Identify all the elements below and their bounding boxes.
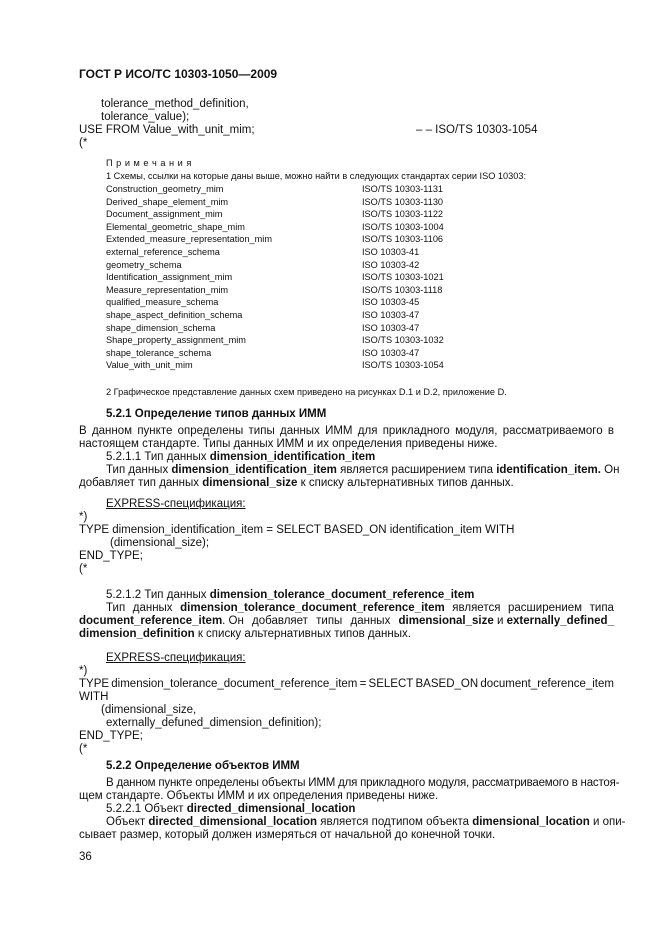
schema-name: geometry_schema [106, 259, 182, 270]
code-line: END_TYPE; [79, 730, 143, 742]
subsection-number: 5.2.2.1 Объект [106, 803, 187, 815]
code-token: BASED_ON [415, 678, 479, 690]
code-line: tolerance_method_definition, [101, 98, 249, 110]
text-run: к списку альтернативных типов данных. [194, 628, 411, 640]
entity-name: directed_dimensional_location [186, 803, 356, 815]
paragraph-line [106, 601, 614, 615]
code-line: WITH [79, 691, 109, 703]
schema-row [106, 196, 586, 209]
code-line: tolerance_value); [101, 111, 190, 123]
schema-name: Extended_measure_representation_mim [106, 234, 272, 245]
paragraph-line: настоящем стандарте. Типы данных ИММ и их определения приведены ниже. [79, 438, 498, 450]
type-name: dimensional_size [202, 477, 298, 489]
code-line: USE FROM Value_with_unit_mim; [79, 124, 255, 136]
schema-standard: ISO/TS 10303-1106 [362, 234, 444, 245]
code-line: END_TYPE; [79, 550, 143, 562]
text-run: и опи- [589, 816, 626, 828]
type-name: dimension_tolerance_document_reference_item [209, 589, 475, 601]
schema-name: Value_with_unit_mim [106, 360, 193, 371]
schema-row [106, 208, 586, 221]
schema-name: Identification_assignment_mim [106, 272, 233, 283]
code-token: TYPE [79, 678, 110, 690]
entity-name: dimensional_location [472, 816, 590, 828]
code-line: *) [79, 665, 88, 677]
schema-standard: ISO 10303-45 [362, 297, 420, 308]
text-run: Тип данных [106, 464, 172, 476]
code-line: *) [79, 511, 88, 523]
schema-name: qualified_measure_schema [106, 297, 219, 308]
paragraph-line [106, 463, 620, 477]
schema-standard: ISO/TS 10303-1130 [362, 196, 444, 207]
subsection-number: 5.2.1.1 Тип данных [106, 451, 210, 463]
paragraph-line [79, 476, 514, 490]
text-run: добавляет [252, 615, 308, 627]
entity-name: directed_dimensional_location [148, 816, 318, 828]
code-comment: – – ISO/TS 10303-1054 [416, 124, 538, 136]
text-run: добавляет тип данных [79, 477, 203, 489]
schema-name: Shape_property_assignment_mim [106, 335, 246, 346]
type-name: dimension_definition [79, 628, 195, 640]
type-name: externally_defined_ [506, 615, 614, 627]
text-run: является [452, 602, 501, 614]
schema-name: shape_dimension_schema [106, 322, 216, 333]
schema-row [106, 221, 586, 234]
schema-standard: ISO 10303-47 [362, 347, 420, 358]
express-spec-link[interactable]: EXPRESS-спецификация: [106, 498, 246, 510]
text-group [79, 614, 244, 628]
code-token: dimension_tolerance_document_reference_item [111, 678, 358, 690]
schema-name: shape_aspect_definition_schema [106, 309, 243, 320]
note-2: 2 Графическое представление данных схем приведено на рисунках D.1 и D.2, приложение D. [106, 387, 507, 397]
code-line: TYPE dimension_identification_item = SELECT BASED_ON identification_item WITH [79, 524, 515, 536]
schema-standard: ISO 10303-41 [362, 246, 420, 257]
schema-name: shape_tolerance_schema [106, 347, 212, 358]
schema-row [106, 322, 586, 335]
notes-title: П р и м е ч а н и я [106, 158, 192, 168]
paragraph-line [79, 614, 614, 628]
schema-standard: ISO/TS 10303-1032 [362, 335, 444, 346]
schema-standard: ISO 10303-42 [362, 259, 420, 270]
schema-row [106, 347, 586, 360]
express-spec-link[interactable]: EXPRESS-спецификация: [106, 652, 246, 664]
text-run: Объект [106, 816, 149, 828]
paragraph-line: В данном пункте определены типы данных ИММ для прикладного модуля, рассматриваемого в [79, 425, 614, 437]
text-run: . Он [222, 615, 244, 627]
note-1: 1 Схемы, ссылки на которые даны выше, можно найти в следующих стандартах серии ISO 10303: [106, 171, 527, 181]
schema-row [106, 359, 586, 372]
schema-name: Derived_shape_element_mim [106, 196, 229, 207]
section-heading: 5.2.2 Определение объектов ИММ [106, 760, 300, 772]
schema-standard: ISO/TS 10303-1131 [362, 184, 444, 194]
subsection-heading [106, 588, 474, 602]
text-group [399, 614, 614, 628]
schema-standard: ISO 10303-47 [362, 309, 420, 320]
page-number: 36 [79, 851, 92, 863]
schema-name: Construction_geometry_mim [106, 184, 224, 194]
text-run: является расширением типа [336, 464, 497, 476]
subsection-heading [106, 450, 375, 464]
code-token: SELECT [368, 678, 414, 690]
schema-row [106, 259, 586, 272]
paragraph-line [106, 815, 626, 829]
text-run: к списку альтернативных типов данных. [297, 477, 514, 489]
schema-standard: ISO/TS 10303-1021 [362, 272, 444, 283]
paragraph-line [79, 627, 411, 641]
code-line: externally_defuned_dimension_definition); [106, 717, 322, 729]
text-run: является подтипом объекта [317, 816, 473, 828]
code-line [79, 677, 614, 691]
text-run: типы [316, 615, 343, 627]
schema-row [106, 334, 586, 347]
code-line: (* [79, 137, 88, 149]
type-name: document_reference_item [79, 615, 223, 627]
schema-name: Measure_representation_mim [106, 284, 229, 295]
text-run: данных [350, 615, 391, 627]
schema-standard: ISO 10303-47 [362, 322, 420, 333]
schema-row [106, 284, 586, 297]
schema-row [106, 246, 586, 259]
type-name: dimension_tolerance_document_reference_item [180, 602, 445, 614]
code-line: (dimensional_size, [101, 704, 197, 716]
schema-row [106, 233, 586, 246]
schema-row [106, 183, 586, 196]
section-heading: 5.2.1 Определение типов данных ИММ [106, 408, 327, 420]
type-name: dimension_identification_item [209, 451, 376, 463]
code-line: (dimensional_size); [110, 537, 210, 549]
schema-row [106, 271, 586, 284]
code-line: (* [79, 563, 88, 575]
paragraph-line: В данном пункте определены объекты ИММ для прикладного модуля, рассматриваемого в настоя- [106, 777, 620, 789]
type-name: dimensional_size [398, 615, 494, 627]
type-name: dimension_identification_item [171, 464, 337, 476]
code-token: = [359, 678, 367, 690]
schema-row [106, 296, 586, 309]
type-name: identification_item. [496, 464, 601, 476]
schema-standard: ISO/TS 10303-1118 [362, 284, 443, 295]
schema-name: external_reference_schema [106, 246, 220, 257]
paragraph-line: щем стандарте. Объекты ИММ и их определения приведены ниже. [79, 790, 439, 802]
schema-reference-table [106, 183, 586, 372]
code-token: document_reference_item [480, 678, 614, 690]
schema-row [106, 309, 586, 322]
text-run: типа [589, 602, 614, 614]
schema-standard: ISO/TS 10303-1054 [362, 360, 444, 371]
schema-standard: ISO/TS 10303-1122 [362, 209, 444, 220]
schema-name: Document_assignment_mim [106, 209, 223, 220]
paragraph-line: сывает размер, который должен измеряться от начальной до конечной точки. [79, 829, 496, 841]
text-run: Он [600, 464, 620, 476]
text-run: и [493, 615, 507, 627]
text-run: Тип [106, 602, 126, 614]
text-run: расширением [508, 602, 583, 614]
text-run: данных [132, 602, 173, 614]
subsection-number: 5.2.1.2 Тип данных [106, 589, 210, 601]
schema-name: Elemental_geometric_shape_mim [106, 221, 245, 232]
schema-standard: ISO/TS 10303-1004 [362, 221, 444, 232]
code-line: (* [79, 743, 88, 755]
subsection-heading [106, 802, 355, 816]
page-header: ГОСТ Р ИСО/ТС 10303-1050—2009 [79, 67, 278, 81]
